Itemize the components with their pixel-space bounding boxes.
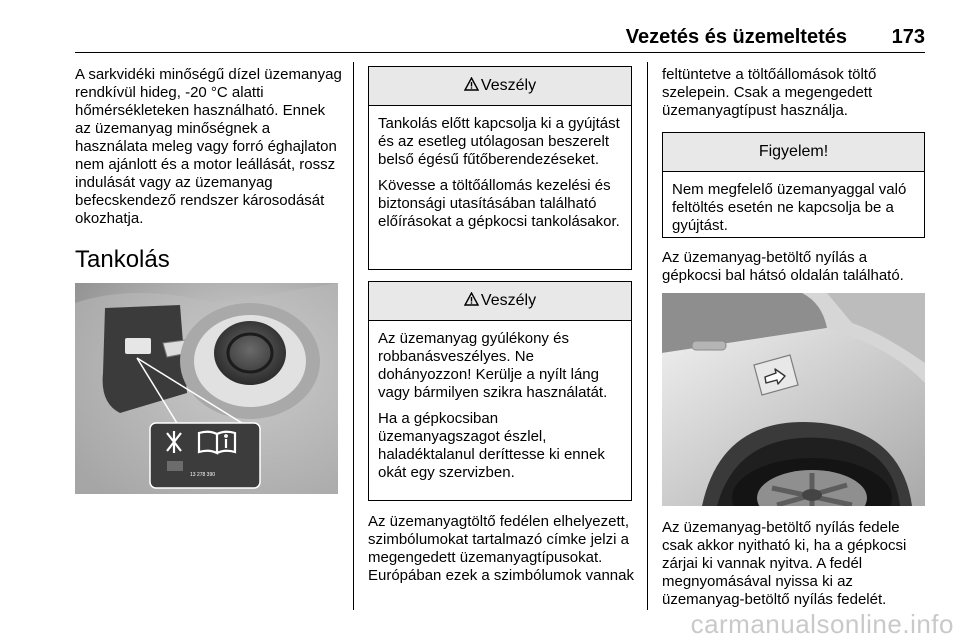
danger-paragraph: Kövesse a töltőállomás kezelési és biztonsági utasításában található előírásokat a gépkocsi tankolásakor.	[378, 177, 620, 230]
left-column	[75, 66, 345, 238]
caution-box-header	[663, 133, 924, 172]
page-header	[75, 26, 925, 52]
caution-title: Figyelem!	[758, 143, 829, 160]
label-code: 13 278 390	[190, 472, 216, 478]
car-rear-illustration	[662, 293, 925, 506]
column-divider-right	[647, 62, 648, 610]
location-paragraph: Az üzemanyag-betöltő nyílás a gépkocsi bal hátsó oldalán található.	[662, 249, 904, 284]
danger-box-flammable	[368, 281, 632, 501]
caution-box	[662, 132, 925, 238]
chapter-title: Vezetés és üzemeltetés	[625, 26, 847, 48]
car-rear-side-photo	[662, 293, 925, 506]
fuel-label-paragraph: Az üzemanyagtöltő fedélen elhelyezett, szimbólumokat tartalmazó címke jelzi a megengedett üzemanyagtípusokat. Európában ezek a szimbólumok vannak	[368, 513, 634, 584]
header-rule	[75, 52, 925, 53]
unlock-paragraph: Az üzemanyag-betöltő nyílás fedele csak akkor nyitható ki, ha a gépkocsi zárjai ki vannak nyitva. A fedél megnyomásával nyissa ki az üzemanyag-betöltő nyílás fedelét.	[662, 519, 907, 608]
warning-triangle-icon	[464, 292, 479, 311]
danger-title: Veszély	[480, 77, 537, 94]
caution-box-body	[663, 172, 924, 235]
arctic-diesel-paragraph: A sarkvidéki minőségű dízel üzemanyag rendkívül hideg, -20 °C alatti hőmérsékleteken használható. Ennek az üzemanyag minőségnek a használata meleg vagy forró éghajlaton nem ajánlott és a motor leállását, rossz indulását vagy az üzemanyag befecskendező rendszer károsodását okozhatja.	[75, 66, 342, 227]
danger-box-header	[369, 67, 631, 106]
watermark: carmanualsonline.info	[690, 609, 954, 639]
flap-label-small	[125, 338, 151, 354]
danger-paragraph: Tankolás előtt kapcsolja ki a gyújtást és az esetleg utólagosan beszerelt belső égésű fűtőberendezéseket.	[378, 115, 620, 168]
middle-column-text	[368, 513, 638, 595]
danger-paragraph: Ha a gépkocsiban üzemanyagszagot észlel, haladéktalanul deríttesse ki ennek okát egy szervizben.	[378, 410, 605, 481]
warning-triangle-icon	[464, 77, 479, 96]
fuel-flap-photo	[75, 283, 338, 494]
danger-title: Veszély	[480, 292, 537, 309]
page-number: 173	[891, 26, 925, 48]
fuel-cap	[214, 321, 286, 385]
right-column-unlock	[662, 519, 928, 619]
danger-box-ignition	[368, 66, 632, 270]
column-divider-left	[353, 62, 354, 610]
fuel-valve-paragraph: feltüntetve a töltőállomások töltő szelepein. Csak a megengedett üzemanyagtípust használja.	[662, 66, 877, 119]
caution-text: Nem megfelelő üzemanyaggal való feltöltés esetén ne kapcsolja be a gyújtást.	[672, 181, 907, 234]
right-column-location	[662, 249, 924, 295]
danger-box-body	[369, 321, 631, 482]
fuel-flap-illustration	[75, 283, 338, 494]
danger-box-body	[369, 106, 631, 231]
right-column-intro	[662, 66, 924, 130]
danger-paragraph: Az üzemanyag gyúlékony és robbanásveszélyes. Ne dohányozzon! Kerülje a nyílt láng vagy bármilyen szikra használatát.	[378, 330, 608, 401]
section-heading-tankolas: Tankolás	[75, 246, 170, 273]
danger-box-header	[369, 282, 631, 321]
